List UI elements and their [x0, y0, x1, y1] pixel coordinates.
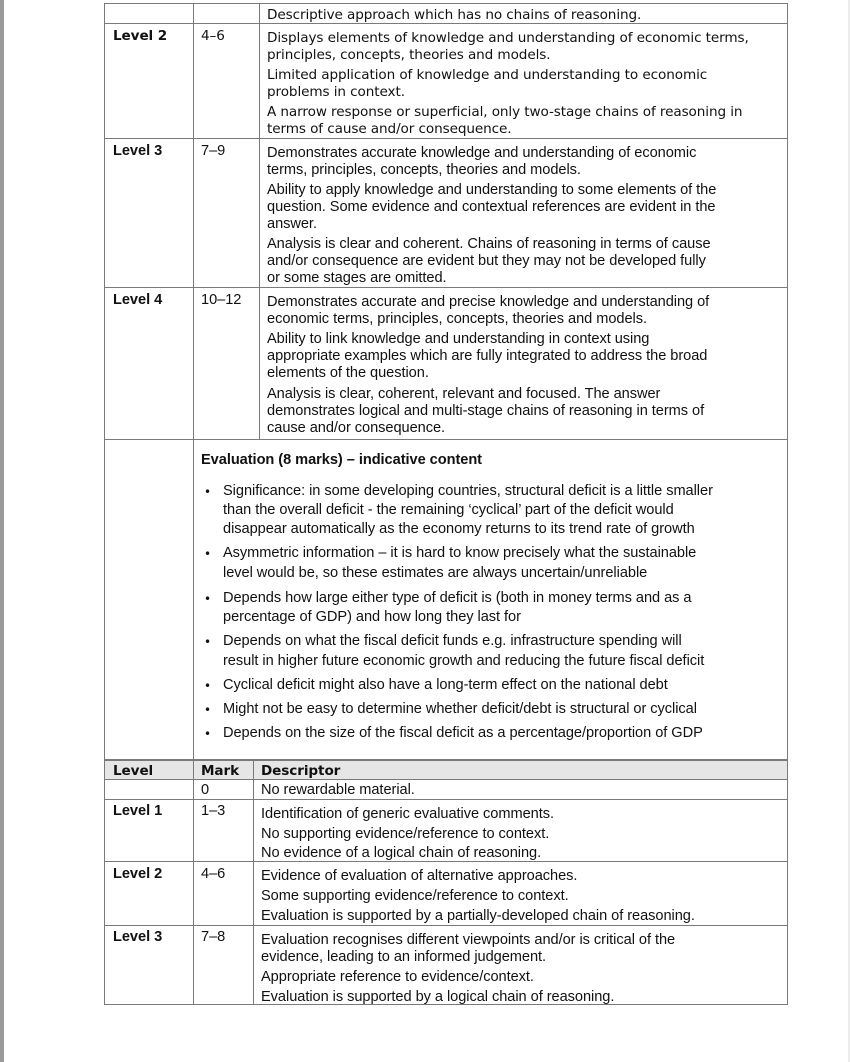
descriptor-text: Analysis is clear, coherent, relevant and focused. The answer: [267, 386, 661, 402]
mark-range: 4–6: [201, 28, 225, 44]
descriptor-text: Ability to apply knowledge and understanding to some elements of the: [267, 182, 717, 198]
bullet-icon: •: [204, 547, 212, 561]
table-border: [193, 3, 194, 440]
descriptor-text: elements of the question.: [267, 365, 429, 381]
descriptor-text: answer.: [267, 216, 317, 232]
descriptor-text: Evaluation is supported by a logical chain of reasoning.: [261, 989, 615, 1005]
table-border: [259, 3, 260, 440]
table-border: [104, 3, 788, 4]
column-header-mark: Mark: [201, 763, 240, 779]
descriptor-text: Demonstrates accurate knowledge and understanding of economic: [267, 145, 697, 161]
mark-range: 7–8: [201, 929, 226, 945]
table-border: [193, 760, 194, 1005]
descriptor-text: and/or consequence are evident but they may not be developed fully: [267, 253, 706, 269]
bullet-icon: •: [204, 679, 212, 693]
bullet-icon: •: [204, 635, 212, 649]
table-border: [104, 3, 105, 1005]
descriptor-text: demonstrates logical and multi-stage chains of reasoning in terms of: [267, 403, 705, 419]
bullet-text: Depends how large either type of deficit is (both in money terms and as a: [223, 590, 692, 606]
descriptor-text: Some supporting evidence/reference to context.: [261, 888, 569, 904]
descriptor-text: Displays elements of knowledge and understanding of economic terms,: [267, 30, 749, 46]
evaluation-heading: Evaluation (8 marks) – indicative content: [201, 452, 482, 468]
bullet-text: than the overall deficit - the remaining ‘cyclical’ part of the deficit would: [223, 502, 674, 518]
mark-range: 7–9: [201, 143, 226, 159]
level-label: Level 2: [113, 28, 168, 44]
descriptor-text: or some stages are omitted.: [267, 270, 447, 286]
table-border: [104, 799, 788, 800]
descriptor-text: Evidence of evaluation of alternative approaches.: [261, 868, 578, 884]
descriptor-text: No rewardable material.: [261, 782, 415, 798]
descriptor-text: economic terms, principles, concepts, theories and models.: [267, 311, 647, 327]
bullet-icon: •: [204, 727, 212, 741]
table-border: [104, 760, 788, 761]
descriptor-text: Identification of generic evaluative comments.: [261, 806, 554, 822]
descriptor-text: evidence, leading to an informed judgement.: [261, 949, 547, 965]
bullet-text: Might not be easy to determine whether deficit/debt is structural or cyclical: [223, 701, 697, 717]
table-border: [193, 440, 194, 760]
column-header-descriptor: Descriptor: [261, 763, 341, 779]
descriptor-text: Analysis is clear and coherent. Chains of reasoning in terms of cause: [267, 236, 711, 252]
column-header-level: Level: [113, 763, 154, 779]
descriptor-text: A narrow response or superficial, only two-stage chains of reasoning in: [267, 104, 743, 120]
descriptor-text: principles, concepts, theories and models.: [267, 47, 551, 63]
bullet-text: Depends on the size of the fiscal deficit as a percentage/proportion of GDP: [223, 725, 703, 741]
mark-range: 1–3: [201, 803, 226, 819]
level-label: Level 3: [113, 143, 163, 159]
descriptor-text: problems in context.: [267, 84, 405, 100]
descriptor-text: Descriptive approach which has no chains of reasoning.: [267, 7, 642, 23]
descriptor-text: terms, principles, concepts, theories and models.: [267, 162, 581, 178]
bullet-icon: •: [204, 485, 212, 499]
descriptor-text: question. Some evidence and contextual references are evident in the: [267, 199, 716, 215]
descriptor-text: Evaluation is supported by a partially-developed chain of reasoning.: [261, 908, 695, 924]
bullet-text: Significance: in some developing countries, structural deficit is a little smaller: [223, 483, 713, 499]
table-border: [104, 925, 788, 926]
descriptor-text: Ability to link knowledge and understanding in context using: [267, 331, 650, 347]
level-label: Level 4: [113, 292, 163, 308]
level-label: Level 1: [113, 803, 163, 819]
mark-range: 4–6: [201, 866, 226, 882]
descriptor-text: terms of cause and/or consequence.: [267, 121, 512, 137]
table-border: [104, 138, 788, 139]
descriptor-text: No supporting evidence/reference to context.: [261, 826, 550, 842]
mark-range: 10–12: [201, 292, 242, 308]
table-border: [253, 760, 254, 1005]
bullet-icon: •: [204, 592, 212, 606]
bullet-text: percentage of GDP) and how long they last for: [223, 609, 521, 625]
descriptor-text: appropriate examples which are fully integrated to address the broad: [267, 348, 708, 364]
table-border: [104, 287, 788, 288]
descriptor-text: Evaluation recognises different viewpoints and/or is critical of the: [261, 932, 676, 948]
bullet-text: level would be, so these estimates are always uncertain/unreliable: [223, 565, 648, 581]
level-label: Level 3: [113, 929, 163, 945]
bullet-text: result in higher future economic growth and reducing the future fiscal deficit: [223, 653, 705, 669]
descriptor-text: Appropriate reference to evidence/context.: [261, 969, 534, 985]
descriptor-text: Limited application of knowledge and understanding to economic: [267, 67, 708, 83]
level-label: Level 2: [113, 866, 163, 882]
descriptor-text: No evidence of a logical chain of reasoning.: [261, 845, 542, 861]
bullet-icon: •: [204, 703, 212, 717]
bullet-text: Cyclical deficit might also have a long-term effect on the national debt: [223, 677, 668, 693]
descriptor-text: cause and/or consequence.: [267, 420, 446, 436]
bullet-text: disappear automatically as the economy returns to its trend rate of growth: [223, 521, 695, 537]
bullet-text: Asymmetric information – it is hard to know precisely what the sustainable: [223, 545, 697, 561]
bullet-text: Depends on what the fiscal deficit funds e.g. infrastructure spending will: [223, 633, 682, 649]
descriptor-text: Demonstrates accurate and precise knowledge and understanding of: [267, 294, 710, 310]
table-border: [787, 3, 788, 1005]
table-border: [104, 439, 788, 440]
mark-range: 0: [201, 782, 210, 798]
